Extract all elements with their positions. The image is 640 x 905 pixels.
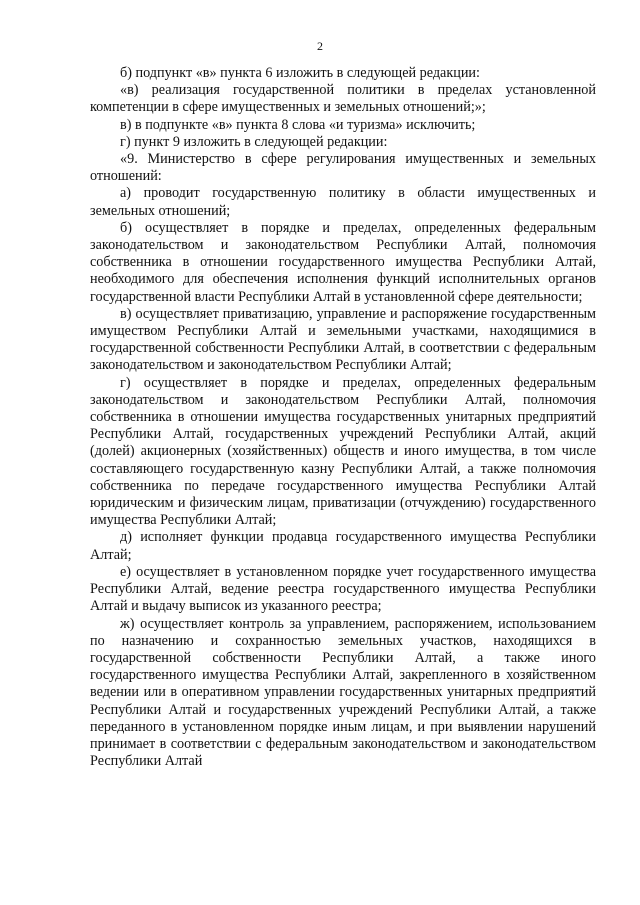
paragraph-b-subpoint: б) подпункт «в» пункта 6 изложить в следующей редакции: xyxy=(120,65,480,81)
paragraph-9v: в) осуществляет приватизацию, управление и распоряжение государственным имуществом Республики Алтай и земельными участками, находящимися в государственной собственности Республики Алтай, в соответствии с федеральным законодательством и законодательством Республики Алтай; xyxy=(90,305,596,374)
document-body xyxy=(90,65,596,770)
paragraph-g-point-9: г) пункт 9 изложить в следующей редакции: xyxy=(120,133,388,150)
page-number: 2 xyxy=(317,39,323,53)
paragraph-9zh: ж) осуществляет контроль за управлением, распоряжением, использованием по назначению и сохранностью земельных участков, находящихся в государственной собственности Республики Алтай, а также иного государственного имущества Республики Алтай, закрепленного в хозяйственном ведении или в оперативном управлении государственных унитарных предприятий Республики Алтай и государственных учреждений Республики Алтай, а также переданного в установленном порядке иным лицам, и при выявлении нарушений принимает в соответствии с федеральным законодательством и законодательством Республики Алтай xyxy=(90,615,596,770)
paragraph-9e: е) осуществляет в установленном порядке учет государственного имущества Республики Алтай, ведение реестра государственного имущества Республики Алтай и выдачу выписок из указанного реестра; xyxy=(90,563,596,615)
paragraph-9-heading: «9. Министерство в сфере регулирования имущественных и земельных отношений: xyxy=(90,151,596,185)
paragraph-9a: а) проводит государственную политику в области имущественных и земельных отношений; xyxy=(90,185,596,219)
paragraph-v-point-8: в) в подпункте «в» пункта 8 слова «и туризма» исключить; xyxy=(120,116,476,133)
paragraph-9g: г) осуществляет в порядке и пределах, определенных федеральным законодательством и законодательством Республики Алтай, полномочия собственника в отношении имущества государственных унитарных предприятий Республики Алтай, государственных учреждений Республики Алтай, акций (долей) акционерных (хозяйственных) обществ и иного имущества, в том числе составляющего государственную казну Республики Алтай, а также полномочия собственника по передаче государственного имущества Республики Алтай юридическим и физическим лицам, приватизации (отчуждению) государственного имущества Республики Алтай; xyxy=(90,374,596,529)
paragraph-9d: д) исполняет функции продавца государственного имущества Республики Алтай; xyxy=(90,529,596,563)
paragraph-9b: б) осуществляет в порядке и пределах, определенных федеральным законодательством и законодательством Республики Алтай, полномочия собственника в отношении государственного имущества Республики Алтай, необходимого для обеспечения исполнения функций исполнительных органов государственной власти Республики Алтай в установленной сфере деятельности; xyxy=(90,219,596,305)
paragraph-v-text: «в) реализация государственной политики в пределах установленной компетенции в сфере имущественных и земельных отношений;»; xyxy=(90,82,596,116)
